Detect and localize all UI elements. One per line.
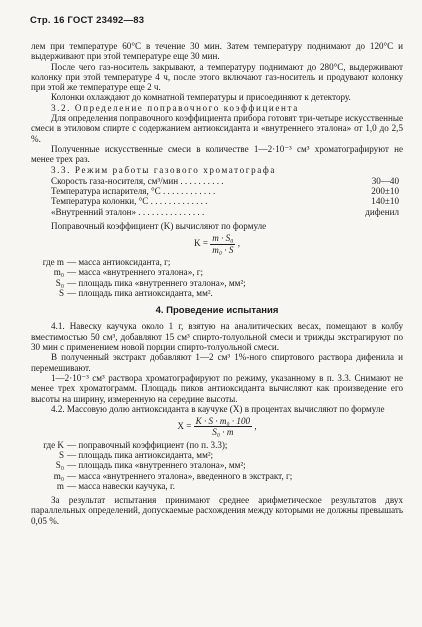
legend-text: — площадь пика «внутреннего эталона», мм²; <box>67 460 246 471</box>
parameter-label: Скорость газа-носителя, см³/мин . . . . . . . . . . <box>51 175 224 186</box>
parameter-value: 200±10 <box>371 186 399 197</box>
parameter-label: Температура испарителя, °С . . . . . . . . . . . . <box>51 186 216 197</box>
legend-symbol: S <box>58 287 64 298</box>
formula-legend <box>33 440 403 491</box>
legend-symbol: m₀ <box>53 470 64 481</box>
parameter-value: дифенил <box>365 206 399 217</box>
paragraph: После чего газ-носитель закрывают, а температуру поднимают до 280°С, выдерживают колонку при этой температуре 4 ч, после этого включают газ-носитель и продувают колонку при этой же температуре еще 2 ч. <box>31 61 403 93</box>
formula-tail: , <box>237 238 240 249</box>
parameter-row <box>31 207 403 217</box>
subsection-title-3-3: 3.3. Режим работы газового хроматографа <box>51 164 277 175</box>
legend-text: — масса антиоксиданта, г; <box>67 256 171 267</box>
legend-text: — площадь пика антиоксиданта, мм². <box>67 287 213 298</box>
document-body <box>31 41 403 526</box>
formula-fraction <box>210 233 235 255</box>
page-header: Стр. 16 ГОСТ 23492—83 <box>30 15 145 26</box>
paragraph: В полученный экстракт добавляют 1—2 см³ 1%-ного спиртового раствора дифенила и перемешивают. <box>31 352 403 373</box>
formula-correction-factor <box>31 233 403 255</box>
formula-numerator: K · S · m₀ · 100 <box>195 416 251 427</box>
section-title-4: 4. Проведение испытания <box>155 305 279 317</box>
paragraph: лем при температуре 60°С в течение 30 мин. Затем температуру поднимают до 120°С и выдерживают при этой температуре еще 30 мин. <box>31 41 403 62</box>
paragraph: 4.2. Массовую долю антиоксиданта в каучуке (X) в процентах вычисляют по формуле <box>51 403 385 414</box>
parameter-value: 30—40 <box>371 175 399 186</box>
formula-lhs: X = <box>177 420 192 431</box>
legend-text: — площадь пика антиоксиданта, мм²; <box>67 449 214 460</box>
parameter-row <box>31 176 403 186</box>
legend-symbol: S₀ <box>55 277 64 288</box>
paragraph: За результат испытания принимают среднее арифметическое результатов двух параллельных определений, допускаемые расхождения между которыми не должны превышать 0,05 %. <box>31 495 403 526</box>
chromatograph-parameters <box>31 176 403 217</box>
paragraph: Полученные искусственные смеси в количестве 1—2·10⁻³ см³ хроматографируют не менее трех раз. <box>31 143 403 165</box>
formula-mass-fraction <box>31 416 403 438</box>
paragraph: 4.1. Навеску каучука около 1 г, взятую на аналитических весах, помещают в колбу вместимостью 50 см³, добавляют 15 см³ спирто-толуольной смеси и трижды экстрагируют по 30 мин с применением новой порции спирто-толуольной смеси. <box>31 321 403 353</box>
parameter-value: 140±10 <box>371 196 399 207</box>
legend-symbol: S₀ <box>55 460 64 471</box>
legend-text: — площадь пика «внутреннего эталона», мм²; <box>67 277 246 288</box>
parameter-row <box>31 186 403 196</box>
paragraph: Поправочный коэффициент (K) вычисляют по формуле <box>51 221 267 232</box>
paragraph: Для определения поправочного коэффициента прибора готовят три-четыре искусственные смеси в этиловом спирте с содержанием антиоксиданта и «внутреннего эталона» от 1,0 до 2,5 %. <box>31 113 403 144</box>
formula-denominator: S₀ · m <box>212 427 234 438</box>
parameter-label: Температура колонки, °С . . . . . . . . . . . . . <box>51 196 208 207</box>
parameter-label: «Внутренний эталон» . . . . . . . . . . . . . . . <box>51 206 205 217</box>
formula-fraction <box>194 416 252 438</box>
legend-symbol: S <box>58 449 64 460</box>
legend-symbol: где m <box>42 256 64 267</box>
formula-lhs: K = <box>194 238 209 249</box>
legend-symbol: m₀ <box>53 267 64 278</box>
legend-symbol: m <box>56 480 64 491</box>
legend-text: — масса «внутреннего эталона», г; <box>67 267 204 278</box>
formula-numerator: m · S₀ <box>212 233 234 244</box>
formula-legend <box>33 257 403 298</box>
paragraph: Колонки охлаждают до комнатной температуры и присоединяют к детектору. <box>51 92 351 103</box>
legend-text: — поправочный коэффициент (по п. 3.3); <box>67 439 228 450</box>
subsection-title-3-2: 3.2. Определение поправочного коэффициента <box>51 102 299 113</box>
paragraph: 1—2·10⁻³ см³ раствора хроматографируют по режиму, указанному в п. 3.3. Снимают не менее трех хроматограмм. Площадь пиков антиоксиданта вычисляют как произведение его высоты на ширину, измеренную на середине высоты. <box>31 372 403 404</box>
legend-text: — масса навески каучука, г. <box>67 480 175 491</box>
legend-text: — масса «внутреннего эталона», введенного в экстракт, г; <box>67 470 293 481</box>
formula-tail: , <box>254 420 257 431</box>
formula-denominator: m₀ · S <box>212 244 234 255</box>
legend-symbol: где K <box>43 439 64 450</box>
parameter-row <box>31 196 403 206</box>
